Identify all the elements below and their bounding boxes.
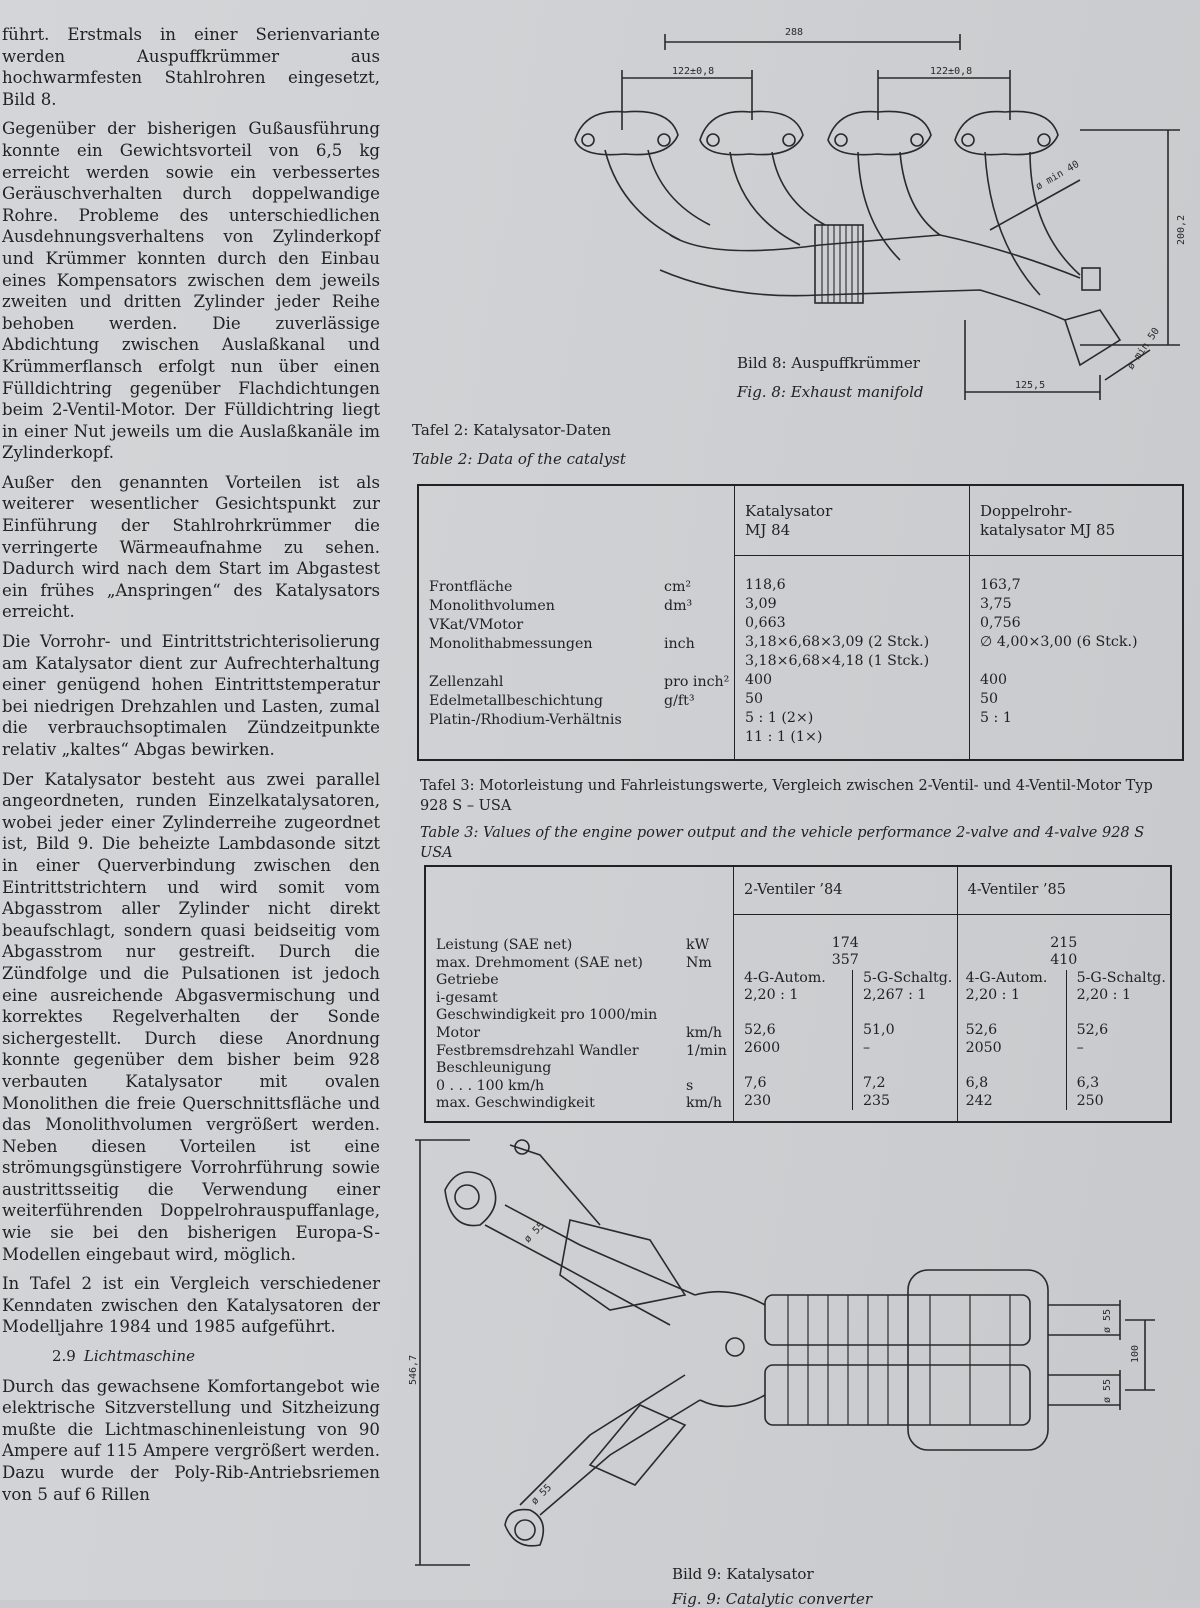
table-2-units: cm² dm³ inch pro inch² g/ft³ <box>664 579 730 709</box>
table-2-col-head-mj85: Doppelrohr- katalysator MJ 85 <box>970 485 1184 555</box>
paragraph: In Tafel 2 ist ein Vergleich verschiedener Kenndaten zwischen den Katalysatoren der Modelljahre 1984 und 1985 aufgeführt. <box>2 1274 380 1337</box>
table-3-body-2-valve <box>734 914 958 1122</box>
section-title: Lichtmaschine <box>83 1347 195 1366</box>
dim-outlet-spacing: 100 <box>1130 1344 1141 1363</box>
table-2-values-mj85: 163,7 3,75 0,756 ∅ 4,00×3,00 (6 Stck.) 400 50 5 : 1 <box>980 576 1138 726</box>
dim-diam-a: ø min 40 <box>1034 158 1082 193</box>
figure-9-caption-en: Fig. 9: Catalytic converter <box>672 1590 873 1608</box>
dim-pitch-left: 122±0,8 <box>672 66 715 77</box>
figure-8-caption-en: Fig. 8: Exhaust manifold <box>737 383 924 401</box>
table-3-label-cell <box>425 866 734 1122</box>
dim-top: 288 <box>785 27 804 38</box>
table-2-values-mj84: 118,6 3,09 0,663 3,18×6,68×3,09 (2 Stck.) 3,18×6,68×4,18 (1 Stck.) 400 50 5 : 1 (2×) 11 : 1 (1×) <box>735 555 970 760</box>
paragraph: Gegenüber der bisherigen Gußausführung konnte ein Gewichtsvorteil von 6,5 kg erreicht werden sowie ein verbessertes Geräuschverhalten durch doppelwandige Rohre. Probleme des unterschiedlichen Ausdehnungsverhaltens von Zylinderkopf und Krümmer konnten durch den Einbau eines Kompensators zwischen dem jeweils zweiten und dritten Zylinder jeder Reihe behoben werden. Die zuverlässige Abdichtung zwischen Auslaßkanal und Krümmerflansch erfolgt nun über einen Fülldichtring gegenüber Flachdichtungen beim 2-Ventil-Motor. Der Fülldichtring liegt in einer Nut jeweils um die Auslaßkanäle im Zylinderkopf. <box>2 119 380 463</box>
paragraph: Außer den genannten Vorteilen ist als weiterer wesentlicher Gesichtspunkt zur Einführung der Stahlrohrkrümmer die verringerte Wärmeaufnahme zu sehen. Dadurch wird nach dem Start im Abgastest ein frühes „Anspringen“ des Katalysators erreicht. <box>2 472 380 622</box>
table-2-label-cell <box>418 485 735 760</box>
manifold-drawing <box>560 20 1200 410</box>
paragraph: führt. Erstmals in einer Serienvariante werden Auspuffkrümmer aus hochwarmfesten Stahlrohren eingesetzt, Bild 8. <box>2 25 380 109</box>
dim-inlet-lower: ø 55 <box>529 1482 555 1508</box>
dim-height: 200,2 <box>1176 214 1187 245</box>
section-heading <box>52 1346 380 1368</box>
table-2-col-head-mj84: Katalysator MJ 84 <box>735 485 970 555</box>
paragraph: Durch das gewachsene Komfortangebot wie elektrische Sitzverstellung und Sitzheizung mußte die Lichtmaschinenleistung von 90 Ampere auf 115 Ampere vergrößert werden. Dazu wurde der Poly-Rib-Antriebsriemen von 5 auf 6 Rillen <box>2 1376 380 1504</box>
dim-diam-b: ø min 50 <box>1125 325 1163 372</box>
section-number: 2.9 <box>52 1347 76 1366</box>
figure-9-caption-de: Bild 9: Katalysator <box>672 1565 814 1583</box>
dim-outlet-2: ø 55 <box>1102 1378 1113 1403</box>
table-2-catalyst-data <box>417 484 1184 761</box>
dim-bottom: 125,5 <box>1015 380 1046 391</box>
paragraph: Die Vorrohr- und Eintrittstrichterisolierung am Katalysator dient zur Aufrechterhaltung einer genügend hohen Eintrittstemperatur bei niedrigen Drehzahlen und Lasten, zumal die verbrauchsoptimalen Zündzeitpunkte relativ „kaltes“ Abgas bewirken. <box>2 632 380 759</box>
table-3-head-4-valve: 4-Ventiler ’85 <box>957 866 1171 914</box>
dim-inlet-upper: ø 55 <box>522 1220 548 1246</box>
table-2-title-de: Tafel 2: Katalysator-Daten <box>412 421 612 439</box>
paragraph: Der Katalysator besteht aus zwei parallel angeordneten, runden Einzelkatalysatoren, wobei jeder einer Zylinderreihe zugeordnet ist, Bild 9. Die beheizte Lambdasonde sitzt in einer Querverbindung zwischen den Eintrittstrichtern und wird somit vom Abgasstrom aller Zylinder nicht direkt beaufschlagt, sondern quasi beidseitig vom Abgasstrom nur gestreift. Durch die Zündfolge und die Pulsationen ist jedoch eine ausreichende Abgasvermischung und korrektes Regelverhalten der Sonde sichergestellt. Durch diese Anordnung konnte gegenüber dem bisher beim 928 verbauten Katalysator mit ovalen Monolithen die freie Querschnittsfläche und das Monolithvolumen vergrößert werden. Neben diesen Vorteilen ist eine strömungsgünstigere Vorrohrführung sowie austrittsseitig die Verwendung einer weiterführenden Doppelrohrauspuffanlage, wie sie bei den bisherigen Europa-S-Modellen eingebaut wird, möglich. <box>2 769 380 1264</box>
table-2-title-en: Table 2: Data of the catalyst <box>412 450 626 468</box>
table-3-engine-performance <box>424 865 1172 1123</box>
table-3-shared-4-valve: 215 410 <box>1050 934 1078 969</box>
table-3-col-2v-auto: 4-G-Autom. 2,20 : 1 52,6 2600 7,6 230 <box>734 970 853 1111</box>
table-3-labels: Leistung (SAE net) max. Drehmoment (SAE net) Getriebe i-gesamt Geschwindigkeit pro 1000/min Motor Festbremsdrehzahl Wandler Beschleunigung 0 . . . 100 km/h max. Geschwindigkeit <box>436 937 658 1112</box>
table-3-col-2v-manual: 5-G-Schaltg. 2,267 : 1 51,0 – 7,2 235 <box>863 969 953 1109</box>
table-3-shared-2-valve: 174 357 <box>831 934 859 969</box>
figure-9-catalytic-converter <box>410 1135 1170 1575</box>
catalyst-drawing <box>410 1135 1170 1575</box>
dim-pitch-right: 122±0,8 <box>930 66 973 77</box>
table-3-head-2-valve: 2-Ventiler ’84 <box>734 866 958 914</box>
table-3-col-4v-auto: 4-G-Autom. 2,20 : 1 52,6 2050 6,8 242 <box>958 970 1067 1111</box>
table-3-body-4-valve <box>957 914 1171 1122</box>
table-3-units: kW Nm km/h 1/min s km/h <box>686 937 727 1112</box>
dim-overall-height: 546,7 <box>408 1354 419 1385</box>
figure-8-caption-de: Bild 8: Auspuffkrümmer <box>737 354 920 372</box>
body-text-column <box>2 24 380 1513</box>
table-3-title-de: Tafel 3: Motorleistung und Fahrleistungswerte, Vergleich zwischen 2-Ventil- und 4-Ventil-Motor Typ 928 S – USA <box>420 778 1153 814</box>
table-3-col-4v-manual: 5-G-Schaltg. 2,20 : 1 52,6 – 6,3 250 <box>1076 969 1166 1109</box>
table-2-labels: Frontfläche Monolithvolumen VKat/VMotor Monolithabmessungen Zellenzahl Edelmetallbeschichtung Platin-/Rhodium-Verhältnis <box>429 579 622 728</box>
figure-8-exhaust-manifold <box>560 20 1200 410</box>
dim-outlet-1: ø 55 <box>1102 1308 1113 1333</box>
table-3-title-en: Table 3: Values of the engine power output and the vehicle performance 2-valve and 4-valve 928 S USA <box>420 825 1145 861</box>
